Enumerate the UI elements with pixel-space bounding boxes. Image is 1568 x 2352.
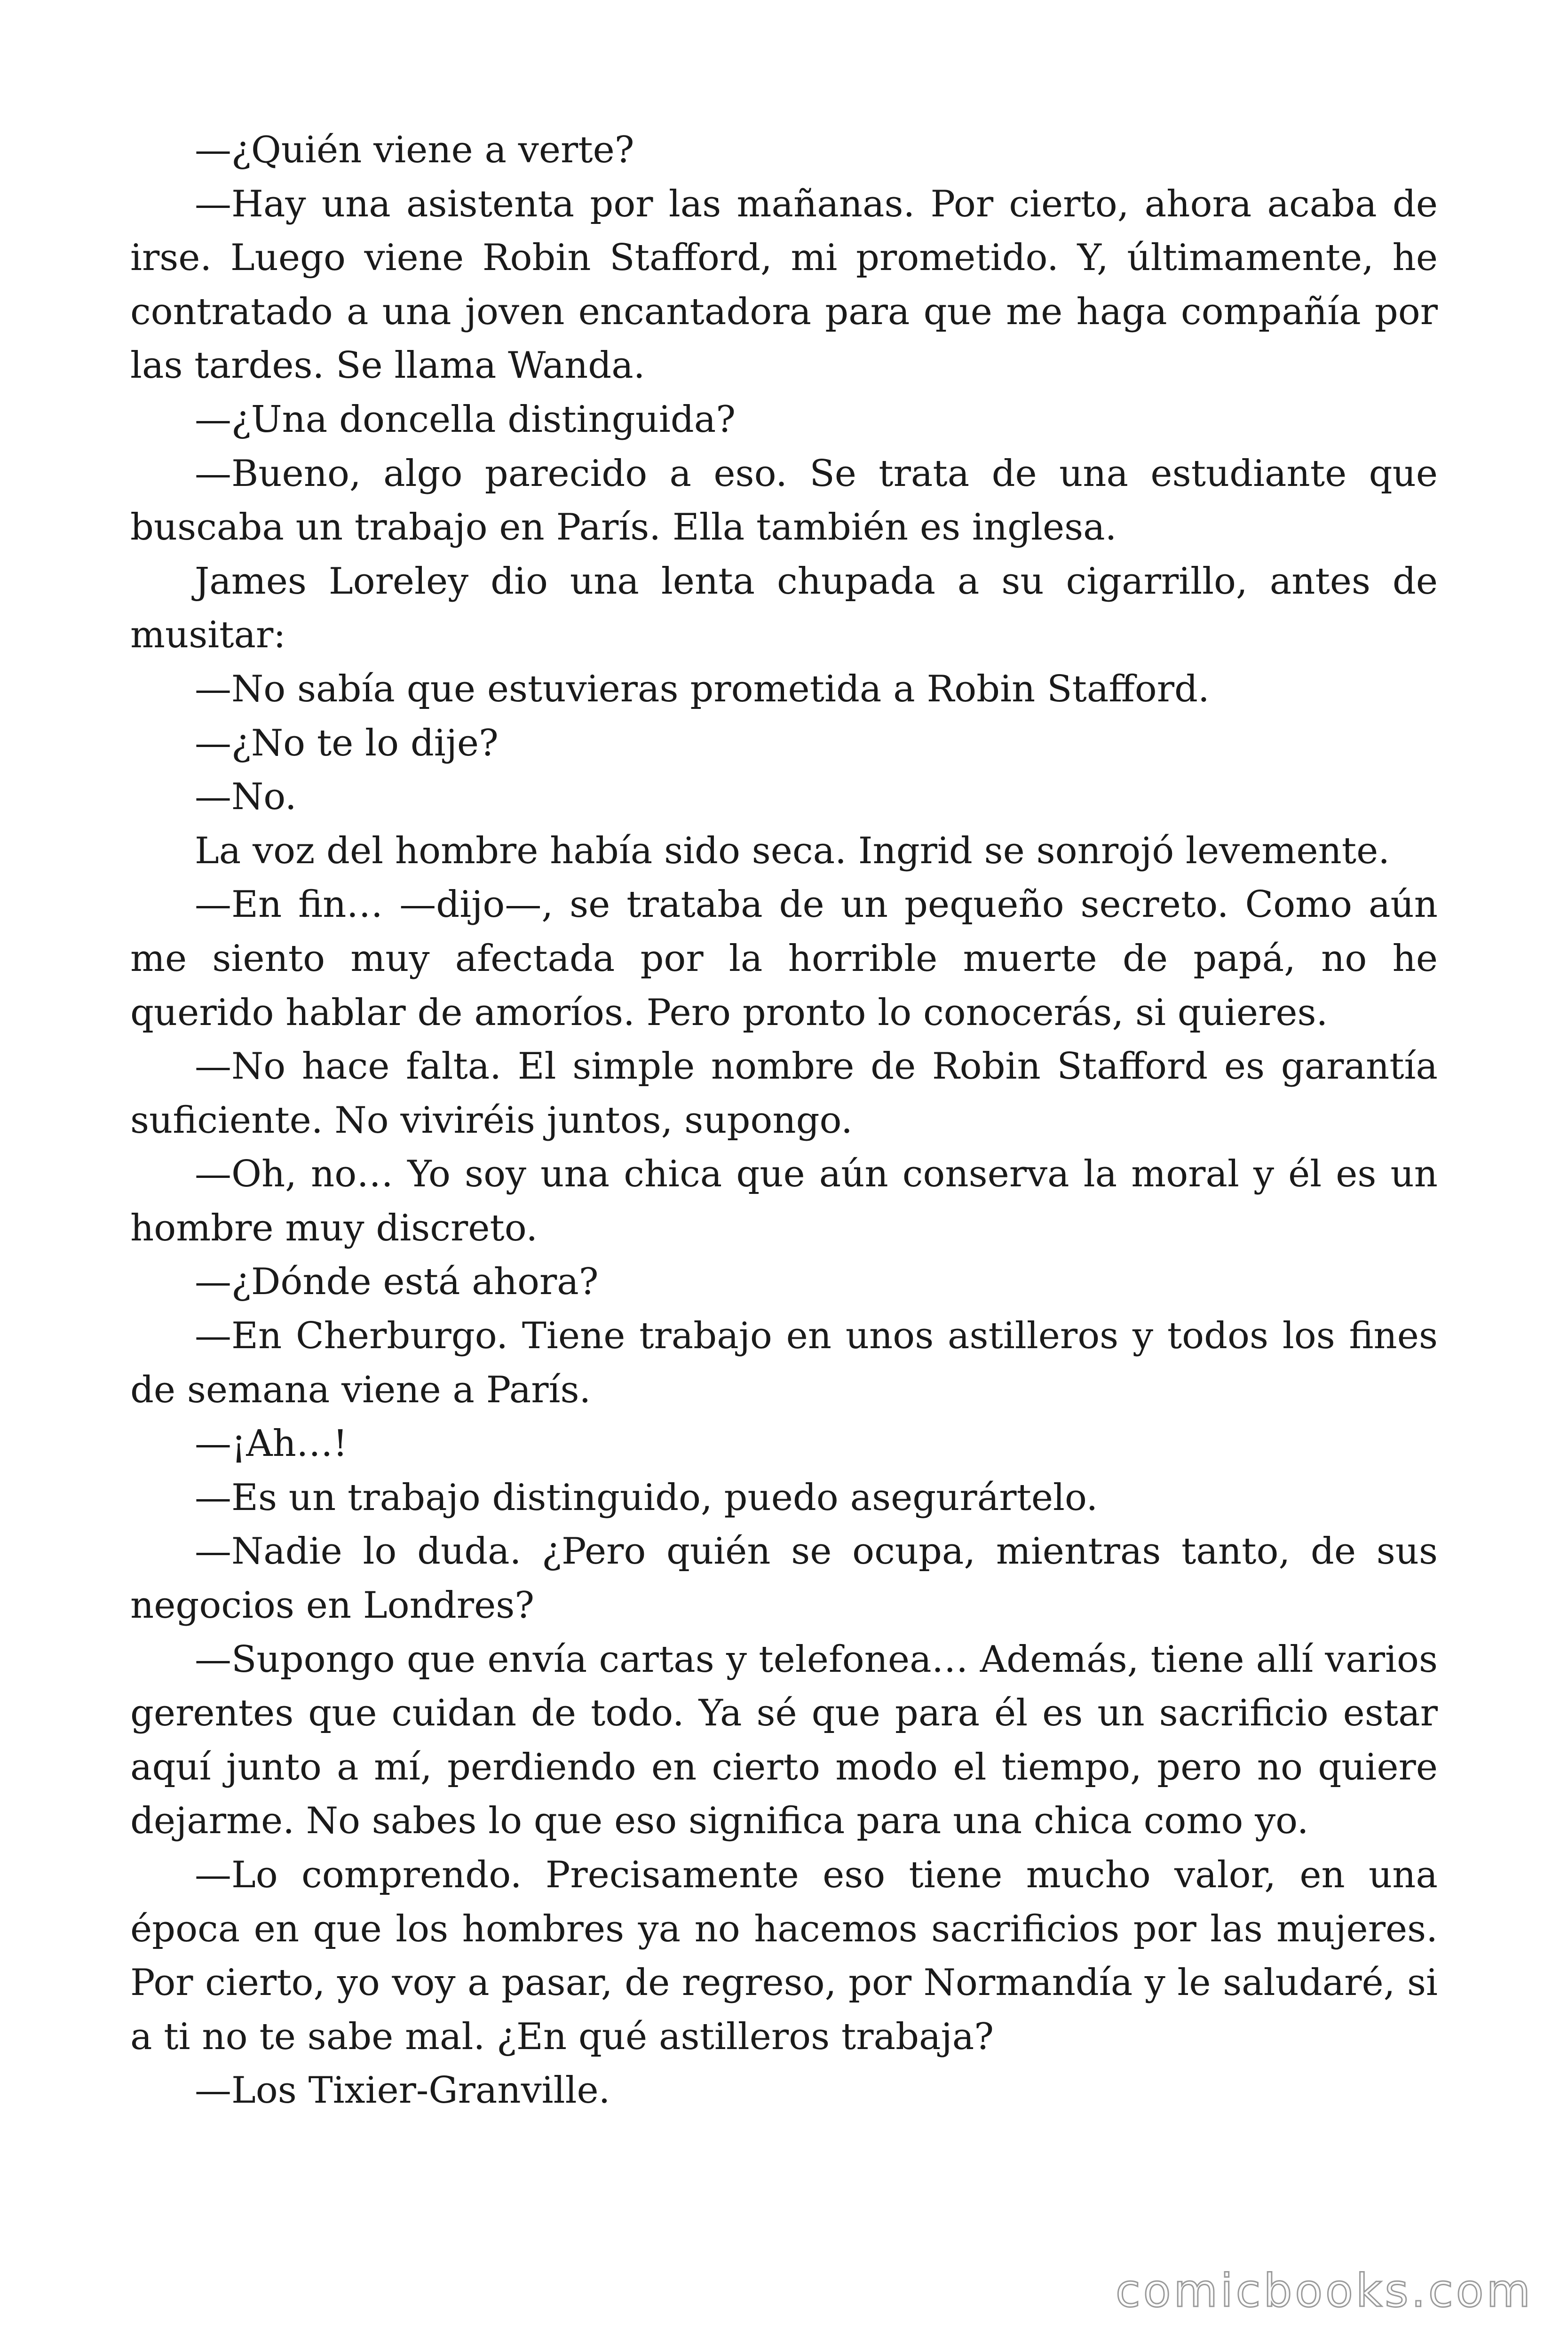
paragraph: —Bueno, algo parecido a eso. Se trata de una estudiante que buscaba un trabajo en París. Ella también es inglesa. <box>130 452 1438 549</box>
paragraph: —No hace falta. El simple nombre de Robin Stafford es garantía suficiente. No viviréis juntos, supongo. <box>130 1045 1438 1142</box>
paragraph: —No sabía que estuvieras prometida a Robin Stafford. <box>195 667 1210 710</box>
paragraph: La voz del hombre había sido seca. Ingrid se sonrojó levemente. <box>195 829 1390 872</box>
paragraph: James Loreley dio una lenta chupada a su cigarrillo, antes de musitar: <box>130 560 1438 657</box>
paragraph: —Nadie lo duda. ¿Pero quién se ocupa, mientras tanto, de sus negocios en Londres? <box>130 1530 1438 1627</box>
paragraph: —En Cherburgo. Tiene trabajo en unos astilleros y todos los fines de semana viene a París. <box>130 1315 1438 1411</box>
paragraph: —¿Quién viene a verte? <box>195 129 634 171</box>
paragraph: —Los Tixier-Granville. <box>195 2069 610 2112</box>
paragraph: —¿No te lo dije? <box>195 722 499 764</box>
paragraph: —¡Ah…! <box>195 1422 348 1465</box>
paragraph: —¿Dónde está ahora? <box>195 1261 599 1303</box>
watermark: comicbooks.com <box>1115 2265 1533 2317</box>
paragraph: —Hay una asistenta por las mañanas. Por cierto, ahora acaba de irse. Luego viene Robin Stafford, mi prometido. Y, últimamente, he contratado a una joven encantadora para que me haga compañía por las tardes. Se llama Wanda. <box>130 183 1438 387</box>
paragraph: —Es un trabajo distinguido, puedo asegurártelo. <box>195 1476 1098 1519</box>
paragraph: —¿Una doncella distinguida? <box>195 398 736 441</box>
page-text-body <box>130 123 1438 2118</box>
paragraph: —En fin… —dijo—, se trataba de un pequeño secreto. Como aún me siento muy afectada por la horrible muerte de papá, no he querido hablar de amoríos. Pero pronto lo conocerás, si quieres. <box>130 883 1438 1034</box>
paragraph: —Lo comprendo. Precisamente eso tiene mucho valor, en una época en que los hombres ya no hacemos sacrificios por las mujeres. Por cierto, yo voy a pasar, de regreso, por Normandía y le saludaré, si a ti no te sabe mal. ¿En qué astilleros trabaja? <box>130 1854 1438 2058</box>
paragraph: —Supongo que envía cartas y telefonea… Además, tiene allí varios gerentes que cuidan de todo. Ya sé que para él es un sacrificio estar aquí junto a mí, perdiendo en cierto modo el tiempo, pero no quiere dejarme. No sabes lo que eso significa para una chica como yo. <box>130 1638 1438 1843</box>
paragraph: —Oh, no… Yo soy una chica que aún conserva la moral y él es un hombre muy discreto. <box>130 1153 1438 1249</box>
paragraph: —No. <box>195 776 297 818</box>
